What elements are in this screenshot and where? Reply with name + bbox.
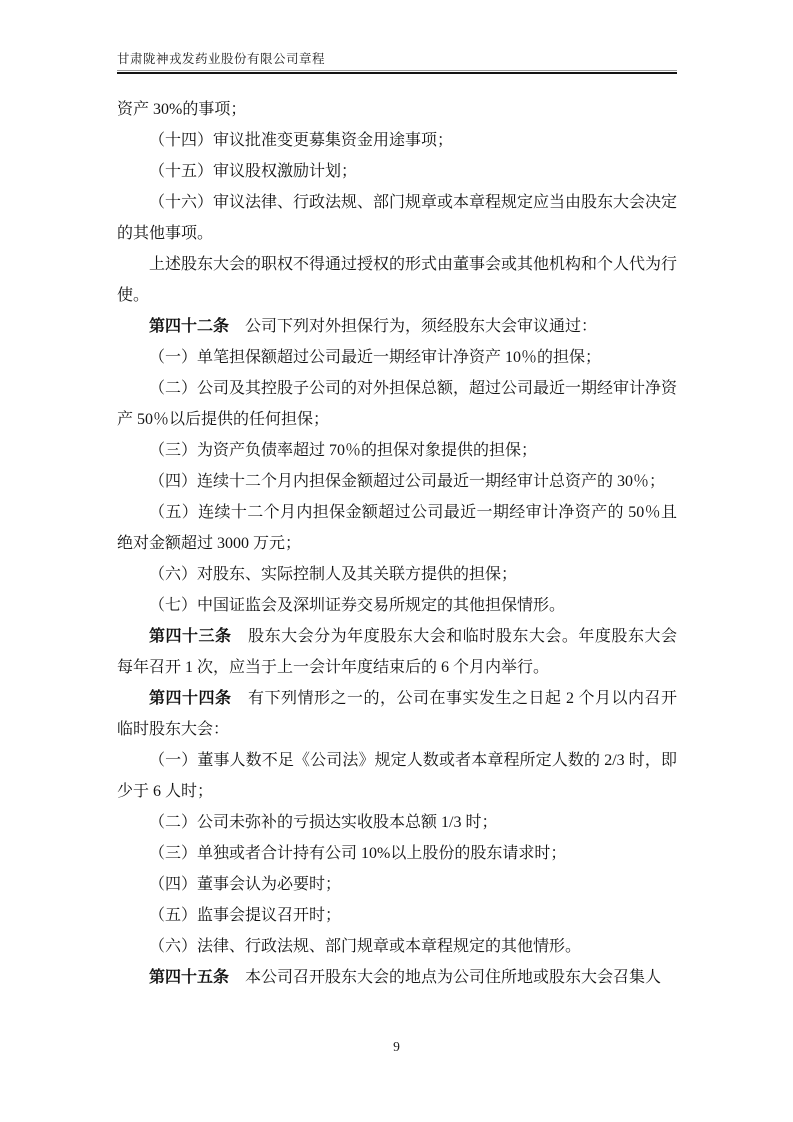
- paragraph: （二）公司未弥补的亏损达实收股本总额 1/3 时；: [149, 814, 498, 831]
- paragraph: （一）董事人数不足《公司法》规定人数或者本章程所定人数的 2/3 时，即少于 6 人时；: [117, 752, 677, 800]
- article-number: 第四十四条: [149, 690, 232, 707]
- article-number: 第四十二条: [149, 318, 230, 335]
- paragraph: （十五）审议股权激励计划；: [149, 163, 358, 180]
- paragraph: （四）董事会认为必要时；: [149, 876, 342, 893]
- paragraph: 上述股东大会的职权不得通过授权的形式由董事会或其他机构和个人代为行使。: [117, 256, 678, 304]
- paragraph: （二）公司及其控股子公司的对外担保总额，超过公司最近一期经审计净资产 50％以后提供的任何担保；: [117, 380, 678, 428]
- paragraph: （七）中国证监会及深圳证券交易所规定的其他担保情形。: [149, 597, 566, 614]
- document-body: [117, 94, 677, 993]
- paragraph: （四）连续十二个月内担保金额超过公司最近一期经审计总资产的 30％；: [149, 473, 666, 490]
- paragraph: （六）对股东、实际控制人及其关联方提供的担保；: [149, 566, 518, 583]
- paragraph: （六）法律、行政法规、部门规章或本章程规定的其他情形。: [149, 938, 582, 955]
- header-rule: [117, 70, 677, 74]
- paragraph: （三）为资产负债率超过 70％的担保对象提供的担保；: [149, 442, 538, 459]
- article-number: 第四十三条: [149, 628, 232, 645]
- article-paragraph: 第四十五条 本公司召开股东大会的地点为公司住所地或股东大会召集人: [149, 969, 662, 986]
- paragraph: （五）连续十二个月内担保金额超过公司最近一期经审计净资产的 50％且绝对金额超过 3000 万元；: [117, 504, 677, 552]
- page-number: 9: [393, 1039, 400, 1054]
- paragraph: （十四）审议批准变更募集资金用途事项；: [149, 132, 454, 149]
- page-header-title: 甘肃陇神戎发药业股份有限公司章程: [117, 52, 326, 66]
- article-paragraph: 第四十三条 股东大会分为年度股东大会和临时股东大会。年度股东大会每年召开 1 次，应当于上一会计年度结束后的 6 个月内举行。: [117, 628, 677, 676]
- article-paragraph: 第四十二条 公司下列对外担保行为，须经股东大会审议通过：: [149, 318, 598, 335]
- paragraph: （一）单笔担保额超过公司最近一期经审计净资产 10％的担保；: [149, 349, 602, 366]
- article-paragraph: 第四十四条 有下列情形之一的，公司在事实发生之日起 2 个月以内召开临时股东大会：: [117, 690, 677, 738]
- paragraph: （三）单独或者合计持有公司 10%以上股份的股东请求时；: [149, 845, 567, 862]
- paragraph: 资产 30%的事项；: [117, 101, 247, 118]
- article-number: 第四十五条: [149, 969, 230, 986]
- paragraph: （十六）审议法律、行政法规、部门规章或本章程规定应当由股东大会决定的其他事项。: [117, 194, 678, 242]
- paragraph: （五）监事会提议召开时；: [149, 907, 342, 924]
